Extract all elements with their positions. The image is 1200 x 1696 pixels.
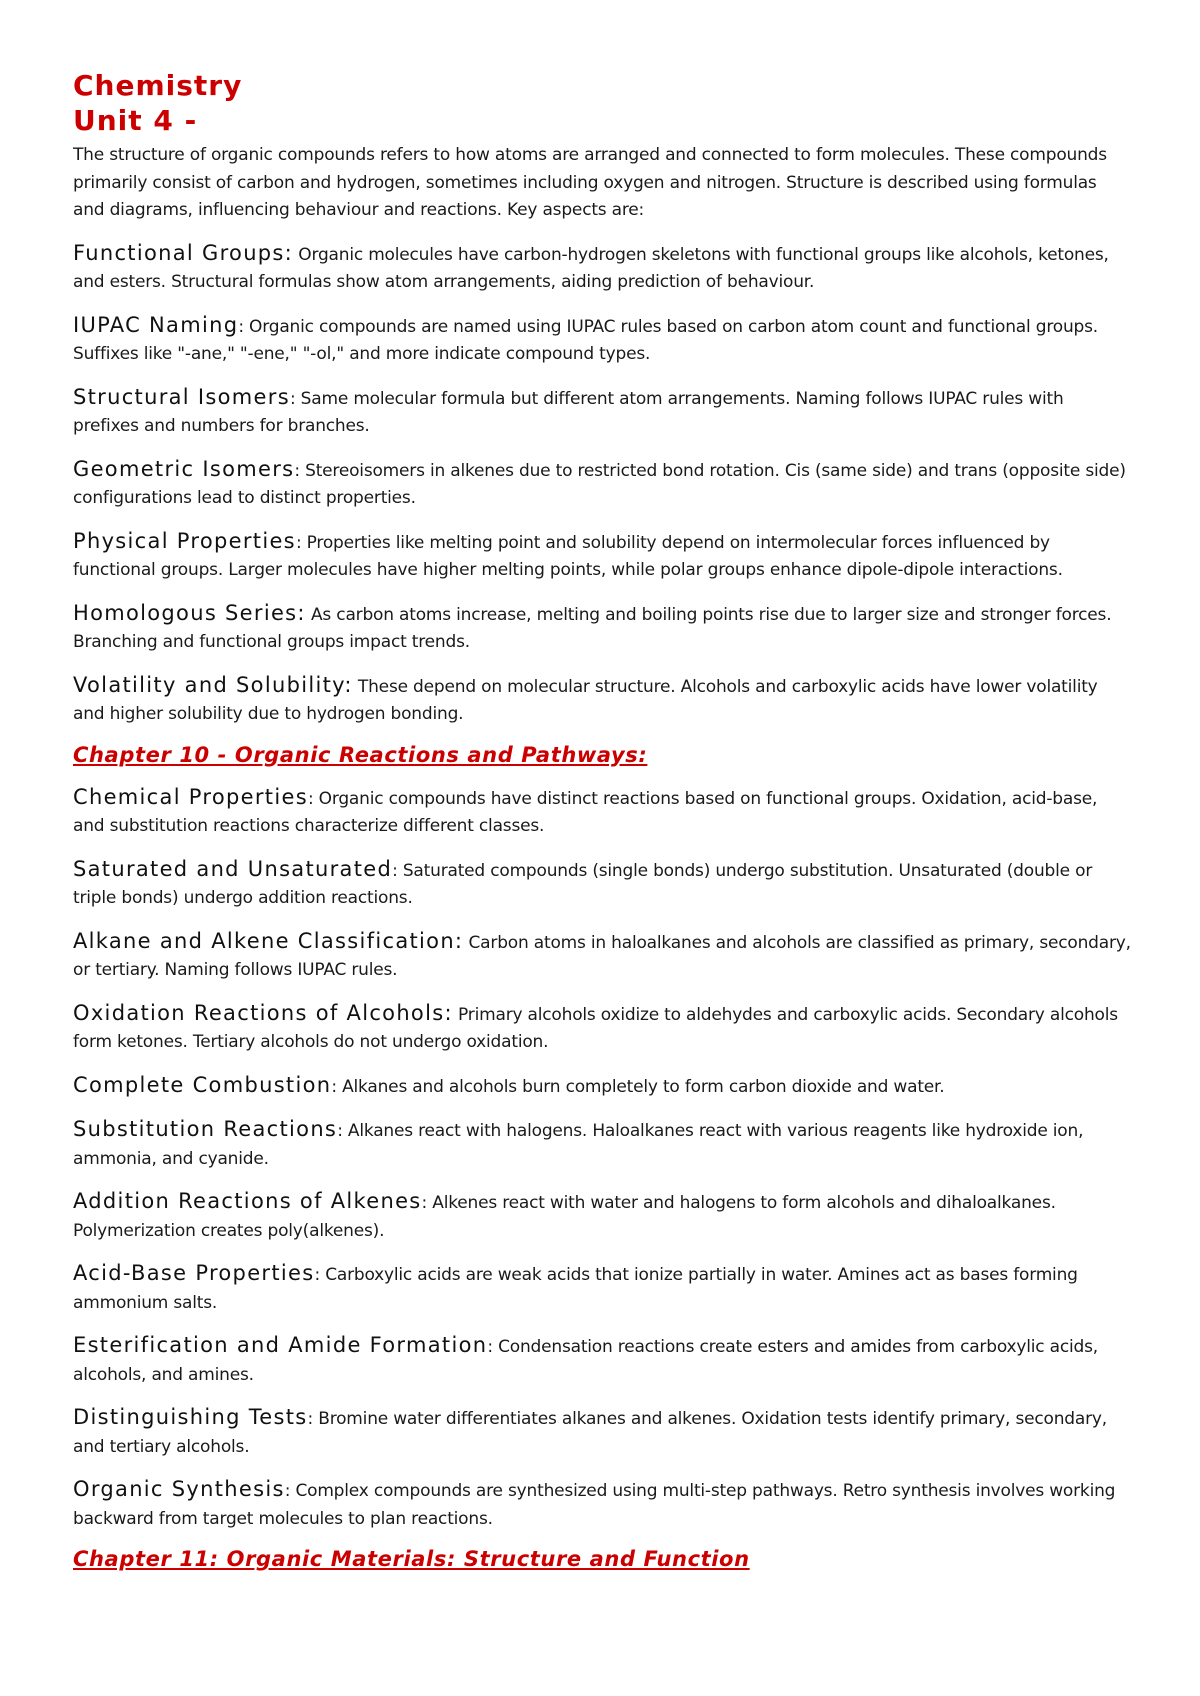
item-text: : Organic compounds are named using IUPAC rules based on carbon atom count and functional groups. Suffixes like "-ane," "-ene," "-ol," and more indicate compound types. bbox=[73, 316, 1098, 364]
item-term: Oxidation Reactions of Alcohols: bbox=[73, 1000, 453, 1025]
list-item bbox=[73, 240, 1133, 297]
item-text: : Organic compounds have distinct reactions based on functional groups. Oxidation, acid-base, and substitution reactions characterize different classes. bbox=[73, 788, 1098, 836]
item-term: Geometric Isomers bbox=[73, 456, 295, 481]
item-term: IUPAC Naming bbox=[73, 312, 239, 337]
item-text: These depend on molecular structure. Alcohols and carboxylic acids have lower volatility and higher solubility due to hydrogen bonding. bbox=[73, 676, 1098, 724]
chapter-11-heading: Chapter 11: Organic Materials: Structure and Function bbox=[73, 1547, 750, 1571]
list-item bbox=[73, 1116, 1133, 1173]
list-item bbox=[73, 384, 1133, 441]
title-line-2: Unit 4 - bbox=[73, 104, 198, 137]
item-term: Physical Properties bbox=[73, 528, 296, 553]
title-line-1: Chemistry bbox=[73, 69, 243, 102]
list-item bbox=[73, 784, 1133, 841]
item-text: As carbon atoms increase, melting and boiling points rise due to larger size and stronger forces. Branching and functional groups impact trends. bbox=[73, 604, 1112, 652]
item-term: Chemical Properties bbox=[73, 784, 308, 809]
item-text: : Complex compounds are synthesized using multi-step pathways. Retro synthesis involves working backward from target molecules to plan reactions. bbox=[73, 1481, 1116, 1529]
item-term: Structural Isomers bbox=[73, 384, 290, 409]
item-text: : Stereoisomers in alkenes due to restricted bond rotation. Cis (same side) and trans (opposite side) configurations lead to distinct properties. bbox=[73, 460, 1126, 508]
item-term: Saturated and Unsaturated bbox=[73, 856, 393, 881]
list-item bbox=[73, 600, 1133, 657]
item-text: : Same molecular formula but different atom arrangements. Naming follows IUPAC rules with prefixes and numbers for branches. bbox=[73, 388, 1064, 436]
item-term: Distinguishing Tests bbox=[73, 1405, 308, 1429]
item-text: : Bromine water differentiates alkanes and alkenes. Oxidation tests identify primary, secondary, and tertiary alcohols. bbox=[73, 1409, 1107, 1457]
item-text: Carbon atoms in haloalkanes and alcohols are classified as primary, secondary, or tertiary. Naming follows IUPAC rules. bbox=[73, 932, 1131, 980]
item-text: : Alkanes react with halogens. Haloalkanes react with various reagents like hydroxide ion, ammonia, and cyanide. bbox=[73, 1121, 1084, 1169]
item-term: Substitution Reactions bbox=[73, 1117, 338, 1141]
item-text: : Carboxylic acids are weak acids that ionize partially in water. Amines act as bases forming ammonium salts. bbox=[73, 1265, 1078, 1313]
item-text: : Alkenes react with water and halogens to form alcohols and dihaloalkanes. Polymerization creates poly(alkenes). bbox=[73, 1193, 1056, 1241]
document-page bbox=[73, 68, 1133, 1573]
list-item bbox=[73, 528, 1133, 585]
item-term: Esterification and Amide Formation bbox=[73, 1333, 488, 1357]
list-item bbox=[73, 1260, 1133, 1317]
item-text: : Saturated compounds (single bonds) undergo substitution. Unsaturated (double or triple bonds) undergo addition reactions. bbox=[73, 860, 1093, 908]
item-term: Addition Reactions of Alkenes bbox=[73, 1189, 422, 1213]
item-text: : Alkanes and alcohols burn completely to form carbon dioxide and water. bbox=[331, 1076, 945, 1097]
item-term: Organic Synthesis bbox=[73, 1477, 285, 1501]
list-item bbox=[73, 856, 1133, 913]
list-item bbox=[73, 312, 1133, 369]
list-item bbox=[73, 672, 1133, 729]
section-unit4-list bbox=[73, 240, 1133, 729]
item-term: Volatility and Solubility: bbox=[73, 672, 353, 697]
item-term: Complete Combustion bbox=[73, 1072, 332, 1097]
list-item bbox=[73, 1476, 1133, 1533]
list-item bbox=[73, 1000, 1133, 1057]
list-item bbox=[73, 456, 1133, 513]
list-item bbox=[73, 1188, 1133, 1245]
item-term: Functional Groups: bbox=[73, 240, 294, 265]
item-term: Homologous Series: bbox=[73, 600, 306, 625]
item-term: Acid-Base Properties bbox=[73, 1261, 315, 1285]
section-chapter10-list bbox=[73, 784, 1133, 1534]
intro-paragraph: The structure of organic compounds refers to how atoms are arranged and connected to form molecules. These compounds primarily consist of carbon and hydrogen, sometimes including oxygen and nitrogen. Structure is described using formulas and diagrams, influencing behaviour and reactions. Key aspects are: bbox=[73, 145, 1107, 220]
item-text: Primary alcohols oxidize to aldehydes and carboxylic acids. Secondary alcohols form ketones. Tertiary alcohols do not undergo oxidation. bbox=[73, 1004, 1118, 1052]
item-term: Alkane and Alkene Classification: bbox=[73, 928, 464, 953]
list-item bbox=[73, 928, 1133, 985]
list-item bbox=[73, 1332, 1133, 1389]
item-text: : Properties like melting point and solubility depend on intermolecular forces influenced by functional groups. Larger molecules have higher melting points, while polar groups enhance dipole-dipole interactions. bbox=[73, 532, 1063, 580]
list-item bbox=[73, 1072, 1133, 1102]
item-text: Organic molecules have carbon-hydrogen skeletons with functional groups like alcohols, ketones, and esters. Structural formulas show atom arrangements, aiding prediction of behaviour. bbox=[73, 244, 1109, 292]
document-title bbox=[73, 68, 1133, 138]
item-text: : Condensation reactions create esters and amides from carboxylic acids, alcohols, and amines. bbox=[73, 1337, 1098, 1385]
chapter-10-heading: Chapter 10 - Organic Reactions and Pathways: bbox=[73, 742, 648, 767]
list-item bbox=[73, 1404, 1133, 1461]
